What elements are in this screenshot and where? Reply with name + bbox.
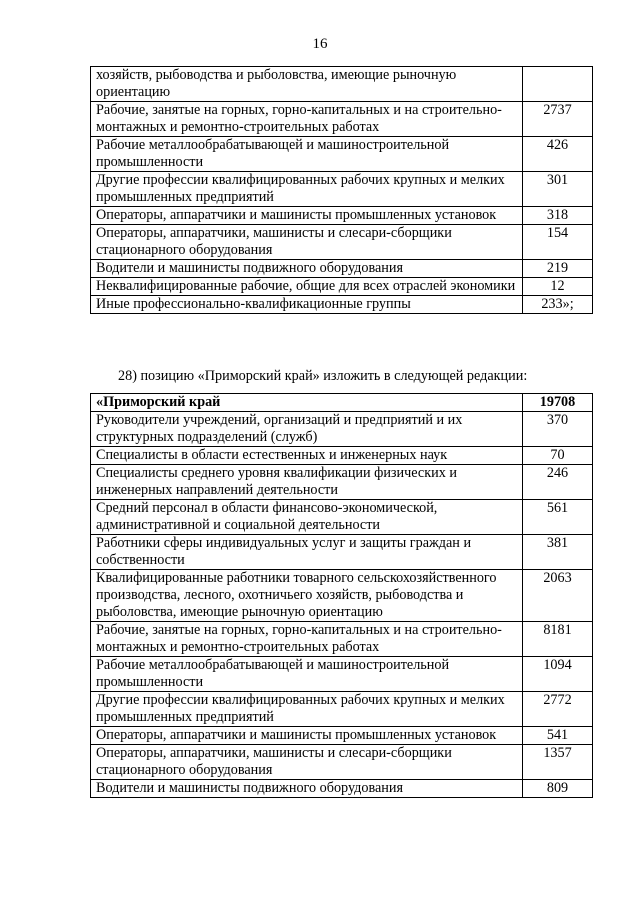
- table-row: [91, 225, 593, 260]
- table-row: [91, 260, 593, 278]
- occupation-label-cell: Квалифицированные работники товарного сельскохозяйственного производства, лесного, охотничьего хозяйств, рыбоводства и рыболовства, имеющие рыночную ориентацию: [91, 570, 523, 622]
- occupation-table-continued: [90, 66, 593, 314]
- table-row: [91, 278, 593, 296]
- occupation-count-cell: [523, 67, 593, 102]
- table-row: [91, 207, 593, 225]
- page-number: 16: [312, 36, 328, 52]
- occupation-label-cell: Работники сферы индивидуальных услуг и защиты граждан и собственности: [91, 535, 523, 570]
- occupation-label-cell: Другие профессии квалифицированных рабочих крупных и мелких промышленных предприятий: [91, 172, 523, 207]
- occupation-count-cell: 541: [523, 727, 593, 745]
- occupation-label-cell: Другие профессии квалифицированных рабочих крупных и мелких промышленных предприятий: [91, 692, 523, 727]
- table-row: [91, 745, 593, 780]
- table-row: [91, 692, 593, 727]
- occupation-count-cell: 809: [523, 780, 593, 798]
- table-header-row: [91, 394, 593, 412]
- amendment-intro-text: 28) позицию «Приморский край» изложить в следующей редакции:: [118, 368, 528, 384]
- occupation-label-cell: Рабочие металлообрабатывающей и машиностроительной промышленности: [91, 137, 523, 172]
- occupation-label-cell: Рабочие, занятые на горных, горно-капитальных и на строительно-монтажных и ремонтно-строительных работах: [91, 622, 523, 657]
- table-row: [91, 622, 593, 657]
- occupation-label-cell: Специалисты среднего уровня квалификации физических и инженерных направлений деятельности: [91, 465, 523, 500]
- occupation-count-cell: 561: [523, 500, 593, 535]
- occupation-count-cell: 154: [523, 225, 593, 260]
- table-row: [91, 447, 593, 465]
- region-total-cell: 19708: [523, 394, 593, 412]
- occupation-count-cell: 8181: [523, 622, 593, 657]
- occupation-label-cell: Руководители учреждений, организаций и предприятий и их структурных подразделений (служб): [91, 412, 523, 447]
- occupation-count-cell: 12: [523, 278, 593, 296]
- occupation-count-cell: 370: [523, 412, 593, 447]
- occupation-label-cell: Неквалифицированные рабочие, общие для всех отраслей экономики: [91, 278, 523, 296]
- table1-body: [91, 67, 593, 314]
- primorsky-krai-table: [90, 393, 593, 798]
- occupation-count-cell: 301: [523, 172, 593, 207]
- occupation-label-cell: Водители и машинисты подвижного оборудования: [91, 780, 523, 798]
- occupation-label-cell: Операторы, аппаратчики и машинисты промышленных установок: [91, 207, 523, 225]
- table-row: [91, 172, 593, 207]
- occupation-count-cell: 2063: [523, 570, 593, 622]
- table-row: [91, 296, 593, 314]
- occupation-label-cell: хозяйств, рыбоводства и рыболовства, имеющие рыночную ориентацию: [91, 67, 523, 102]
- occupation-count-cell: 1094: [523, 657, 593, 692]
- table-row: [91, 137, 593, 172]
- occupation-count-cell: 233»;: [523, 296, 593, 314]
- occupation-label-cell: Водители и машинисты подвижного оборудования: [91, 260, 523, 278]
- table2-body: [91, 412, 593, 798]
- occupation-label-cell: Специалисты в области естественных и инженерных наук: [91, 447, 523, 465]
- table-row: [91, 465, 593, 500]
- occupation-label-cell: Рабочие металлообрабатывающей и машиностроительной промышленности: [91, 657, 523, 692]
- table-row: [91, 727, 593, 745]
- table-row: [91, 500, 593, 535]
- occupation-count-cell: 70: [523, 447, 593, 465]
- table-row: [91, 570, 593, 622]
- table-row: [91, 780, 593, 798]
- occupation-count-cell: 219: [523, 260, 593, 278]
- occupation-count-cell: 1357: [523, 745, 593, 780]
- table-row: [91, 535, 593, 570]
- region-name-cell: «Приморский край: [91, 394, 523, 412]
- occupation-count-cell: 246: [523, 465, 593, 500]
- occupation-label-cell: Операторы, аппаратчики, машинисты и слесари-сборщики стационарного оборудования: [91, 225, 523, 260]
- table-row: [91, 412, 593, 447]
- table-row: [91, 102, 593, 137]
- occupation-count-cell: 2737: [523, 102, 593, 137]
- occupation-label-cell: Иные профессионально-квалификационные группы: [91, 296, 523, 314]
- occupation-count-cell: 318: [523, 207, 593, 225]
- table-row: [91, 657, 593, 692]
- occupation-count-cell: 2772: [523, 692, 593, 727]
- occupation-count-cell: 381: [523, 535, 593, 570]
- occupation-label-cell: Средний персонал в области финансово-экономической, административной и социальной деятельности: [91, 500, 523, 535]
- occupation-label-cell: Операторы, аппаратчики, машинисты и слесари-сборщики стационарного оборудования: [91, 745, 523, 780]
- occupation-label-cell: Операторы, аппаратчики и машинисты промышленных установок: [91, 727, 523, 745]
- occupation-count-cell: 426: [523, 137, 593, 172]
- occupation-label-cell: Рабочие, занятые на горных, горно-капитальных и на строительно-монтажных и ремонтно-строительных работах: [91, 102, 523, 137]
- table-row: [91, 67, 593, 102]
